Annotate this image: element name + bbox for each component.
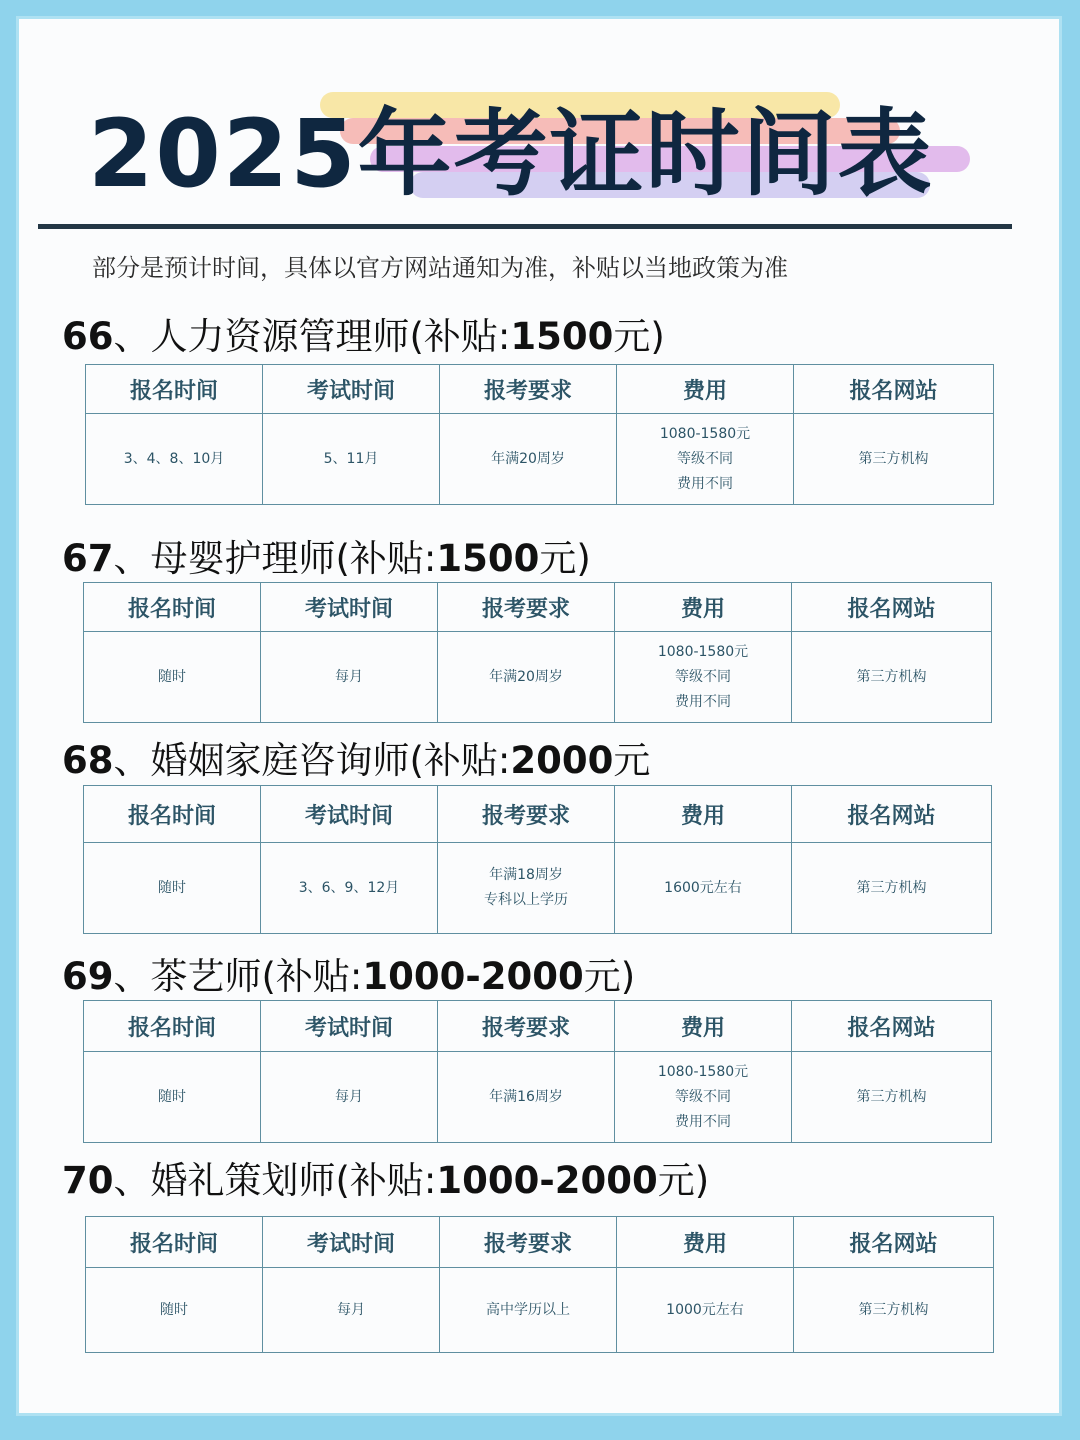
subsidy-label: (补贴: [409, 739, 511, 782]
column-header: 报名网站 [794, 365, 994, 414]
certificate-table [83, 582, 992, 723]
cell-exam-time [261, 843, 438, 934]
column-header: 考试时间 [263, 365, 440, 414]
cell-text: 第三方机构 [856, 879, 927, 896]
cell-text: 3、4、8、10月 [123, 450, 225, 467]
subsidy-amount: 1500 [510, 315, 614, 358]
cell-requirement [440, 414, 617, 505]
table-row [86, 1268, 994, 1353]
cell-text: 专科以上学历 [484, 892, 568, 908]
section-title [62, 946, 635, 1000]
title-divider [38, 224, 1012, 229]
column-header: 报名网站 [792, 786, 992, 843]
table-row [86, 414, 994, 505]
cell-text: 每月 [335, 668, 363, 685]
column-header: 报名网站 [794, 1217, 994, 1268]
subsidy-amount: 2000 [510, 739, 614, 782]
cell-text: 费用不同 [675, 1113, 731, 1130]
table-header-row [84, 786, 992, 843]
cell-exam-time [263, 1268, 440, 1353]
cell-register-time [86, 414, 263, 505]
cell-exam-time [263, 414, 440, 505]
cell-text: 费用不同 [677, 475, 733, 492]
cell-exam-time [261, 1052, 438, 1143]
certificate-name: 人力资源管理师 [150, 315, 410, 358]
cell-text: 第三方机构 [858, 1301, 929, 1318]
cell-text: 随时 [158, 1088, 186, 1105]
column-header: 考试时间 [263, 1217, 440, 1268]
cell-text: 年满16周岁 [489, 1088, 563, 1105]
certificate-name: 婚礼策划师 [150, 1159, 336, 1202]
cell-text: 年满20周岁 [489, 668, 563, 685]
cell-text: 随时 [160, 1301, 188, 1318]
cell-register-time [84, 1052, 261, 1143]
cell-text: 每月 [335, 1088, 363, 1105]
cell-fee [617, 414, 794, 505]
column-header: 考试时间 [261, 1001, 438, 1052]
table-row [84, 843, 992, 934]
subsidy-close: ) [576, 537, 591, 580]
section-separator: 、 [113, 955, 151, 998]
subsidy-label: (补贴: [335, 537, 437, 580]
column-header: 报考要求 [438, 786, 615, 843]
cell-requirement [438, 843, 615, 934]
certificate-table [83, 1000, 992, 1143]
section-title [62, 306, 665, 360]
column-header: 报名网站 [792, 1001, 992, 1052]
column-header: 报考要求 [438, 583, 615, 632]
column-header: 报考要求 [438, 1001, 615, 1052]
subsidy-amount: 1000-2000 [436, 1159, 658, 1202]
section-separator: 、 [113, 315, 151, 358]
section-number: 69 [62, 955, 114, 998]
table-header-row [84, 583, 992, 632]
subsidy-unit: 元 [583, 955, 621, 998]
cell-register-time [84, 632, 261, 723]
cell-text: 高中学历以上 [486, 1301, 570, 1318]
column-header: 费用 [615, 1001, 792, 1052]
cell-text: 3、6、9、12月 [298, 879, 400, 896]
cell-text: 随时 [158, 668, 186, 685]
cell-fee [615, 843, 792, 934]
cell-website [792, 843, 992, 934]
cell-requirement [438, 632, 615, 723]
cell-register-time [86, 1268, 263, 1353]
cell-text: 等级不同 [677, 450, 733, 467]
column-header: 费用 [617, 365, 794, 414]
cell-text: 1000元左右 [666, 1301, 744, 1318]
cell-fee [617, 1268, 794, 1353]
cell-website [794, 1268, 994, 1353]
column-header: 报名时间 [86, 1217, 263, 1268]
section-separator: 、 [113, 537, 151, 580]
cell-register-time [84, 843, 261, 934]
column-header: 费用 [617, 1217, 794, 1268]
cell-text: 1080-1580元 [659, 425, 751, 442]
column-header: 报考要求 [440, 1217, 617, 1268]
cell-requirement [438, 1052, 615, 1143]
column-header: 报名网站 [792, 583, 992, 632]
section-number: 68 [62, 739, 114, 782]
cell-text: 每月 [337, 1301, 365, 1318]
cell-website [794, 414, 994, 505]
subsidy-close: ) [694, 1159, 710, 1202]
cell-website [792, 1052, 992, 1143]
column-header: 报名时间 [84, 1001, 261, 1052]
subsidy-unit: 元 [539, 537, 577, 580]
cell-text: 随时 [158, 879, 186, 896]
subsidy-close: ) [650, 315, 665, 358]
subtitle-note: 部分是预计时间，具体以官方网站通知为准，补贴以当地政策为准 [92, 254, 788, 282]
subsidy-amount: 1000-2000 [362, 955, 584, 998]
subsidy-unit: 元 [613, 739, 651, 782]
column-header: 报名时间 [84, 583, 261, 632]
cell-text: 费用不同 [675, 693, 731, 710]
table-row [84, 632, 992, 723]
cell-text: 5、11月 [323, 450, 379, 467]
column-header: 报名时间 [86, 365, 263, 414]
subsidy-amount: 1500 [436, 537, 540, 580]
table-header-row [86, 365, 994, 414]
certificate-name: 婚姻家庭咨询师 [150, 739, 410, 782]
cell-text: 等级不同 [675, 1088, 731, 1105]
subsidy-label: (补贴: [409, 315, 511, 358]
certificate-table [85, 1216, 994, 1353]
subsidy-close: ) [620, 955, 636, 998]
column-header: 报名时间 [84, 786, 261, 843]
certificate-name: 母婴护理师 [150, 537, 336, 580]
section-number: 70 [62, 1159, 114, 1202]
cell-text: 第三方机构 [856, 668, 927, 685]
section-separator: 、 [113, 1159, 151, 1202]
cell-text: 1600元左右 [664, 879, 742, 896]
page-title: 2025年考证时间表 [88, 100, 934, 209]
cell-text: 第三方机构 [856, 1088, 927, 1105]
section-title [62, 528, 591, 582]
section-number: 66 [62, 315, 114, 358]
section-number: 67 [62, 537, 114, 580]
certificate-table [83, 785, 992, 934]
cell-fee [615, 632, 792, 723]
cell-text: 年满20周岁 [491, 450, 565, 467]
section-title [62, 1150, 709, 1204]
certificate-table [85, 364, 994, 505]
cell-text: 第三方机构 [858, 450, 929, 467]
cell-requirement [440, 1268, 617, 1353]
column-header: 费用 [615, 786, 792, 843]
subsidy-unit: 元 [657, 1159, 695, 1202]
cell-text: 1080-1580元 [657, 1063, 749, 1080]
cell-exam-time [261, 632, 438, 723]
cell-website [792, 632, 992, 723]
column-header: 费用 [615, 583, 792, 632]
cell-fee [615, 1052, 792, 1143]
subsidy-label: (补贴: [261, 955, 363, 998]
cell-text: 1080-1580元 [657, 643, 749, 660]
table-header-row [84, 1001, 992, 1052]
subsidy-label: (补贴: [335, 1159, 437, 1202]
cell-text: 等级不同 [675, 668, 731, 685]
table-header-row [86, 1217, 994, 1268]
cell-text: 年满18周岁 [489, 867, 563, 883]
subsidy-unit: 元 [613, 315, 651, 358]
column-header: 报考要求 [440, 365, 617, 414]
certificate-name: 茶艺师 [150, 955, 262, 998]
column-header: 考试时间 [261, 583, 438, 632]
section-title [62, 730, 650, 784]
section-separator: 、 [113, 739, 151, 782]
column-header: 考试时间 [261, 786, 438, 843]
table-row [84, 1052, 992, 1143]
